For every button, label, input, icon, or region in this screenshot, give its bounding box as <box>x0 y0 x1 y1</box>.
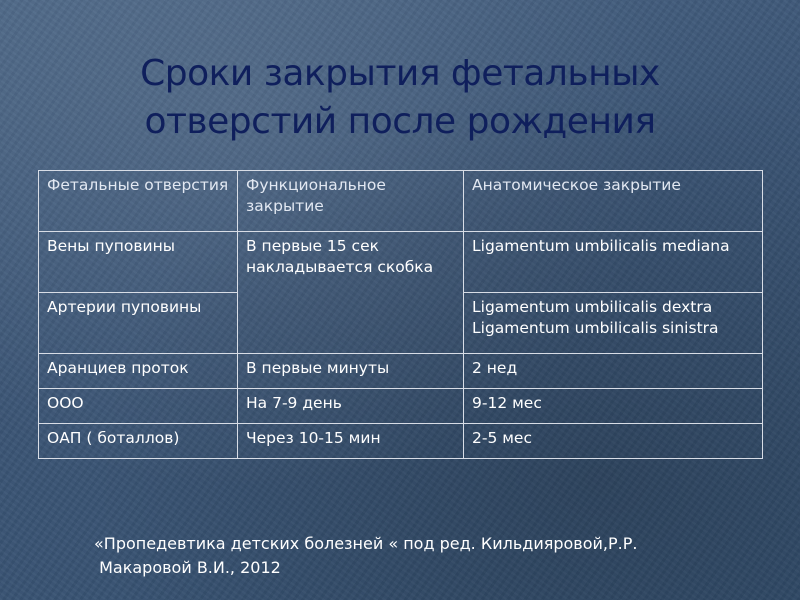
cell-opening: ООО <box>39 389 238 424</box>
cell-opening: ОАП ( боталлов) <box>39 424 238 459</box>
slide-title-line-2: отверстий после рождения <box>144 101 656 142</box>
cell-functional: Через 10-15 мин <box>238 424 464 459</box>
cell-opening: Вены пуповины <box>39 232 238 293</box>
cell-anatomical: 9-12 мес <box>464 389 763 424</box>
cell-anatomical: Ligamentum umbilicalis dextra Ligamentum umbilicalis sinistra <box>464 293 763 354</box>
table-row <box>39 354 763 389</box>
cell-anatomical: 2-5 мес <box>464 424 763 459</box>
reference-line-1: «Пропедевтика детских болезней « под ред. Кильдияровой,Р.Р. <box>94 534 638 553</box>
table-row <box>39 232 763 293</box>
slide-title-line-1: Сроки закрытия фетальных <box>140 53 660 94</box>
header-cell-functional: Функциональное закрытие <box>238 171 464 232</box>
table-row <box>39 389 763 424</box>
cell-anatomical: 2 нед <box>464 354 763 389</box>
table-row <box>39 424 763 459</box>
table-header-row <box>39 171 763 232</box>
slide-title <box>0 50 800 146</box>
closure-table <box>38 170 763 459</box>
reference-line-2: Макаровой В.И., 2012 <box>94 558 281 577</box>
cell-functional: В первые минуты <box>238 354 464 389</box>
reference-citation <box>94 532 637 580</box>
header-cell-opening: Фетальные отверстия <box>39 171 238 232</box>
cell-anatomical: Ligamentum umbilicalis mediana <box>464 232 763 293</box>
cell-functional-merged: В первые 15 сек накладывается скобка <box>238 232 464 354</box>
cell-opening: Артерии пуповины <box>39 293 238 354</box>
cell-functional: На 7-9 день <box>238 389 464 424</box>
header-cell-anatomical: Анатомическое закрытие <box>464 171 763 232</box>
cell-opening: Аранциев проток <box>39 354 238 389</box>
